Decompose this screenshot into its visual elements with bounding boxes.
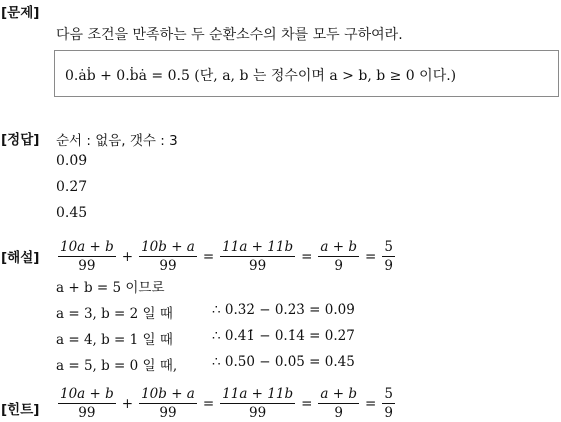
- case-condition-3: a = 5, b = 0 일 때,: [56, 358, 178, 374]
- fraction: $\frac{10b + a}{99}$: [141, 239, 195, 274]
- hint-label: [힌트]: [1, 402, 40, 418]
- condition-text: 0.ȧḃ + 0.ḃȧ = 0.5̇ (단, a, b 는 정수이며 a > b, b ≥ 0 이다.): [65, 68, 457, 84]
- problem-text: 다음 조건을 만족하는 두 순환소수의 차를 모두 구하여라.: [56, 27, 403, 43]
- answer-item-3: 0.4̇5̇: [56, 205, 88, 221]
- fraction: $\frac{10b + a}{99}$: [141, 386, 195, 421]
- case-result-3: ∴ 0.5̇0̇ − 0.0̇5̇ = 0.4̇5̇: [212, 354, 355, 370]
- case-condition-2: a = 4, b = 1 일 때: [56, 332, 173, 348]
- solution-label: [해설]: [1, 250, 40, 266]
- fraction: $\frac{11a + 11b}{99}$: [222, 386, 294, 421]
- case-result-1: ∴ 0.3̇2̇ − 0.2̇3̇ = 0.0̇9̇: [212, 302, 355, 318]
- solution-equation: $\frac{10a + b}{99}$ + $\frac{10b + a}{99}$ = $\frac{11a + 11b}{99}$ = $\frac{a + b}{9}$ = $\frac{5}{9}$: [60, 239, 393, 274]
- fraction: $\frac{a + b}{9}$: [320, 239, 358, 274]
- case-condition-1: a = 3, b = 2 일 때: [56, 306, 173, 322]
- solution-line: a + b = 5 이므로: [56, 280, 165, 296]
- fraction: $\frac{a + b}{9}$: [320, 386, 358, 421]
- hint-equation: $\frac{10a + b}{99}$ + $\frac{10b + a}{99}$ = $\frac{11a + 11b}{99}$ = $\frac{a + b}{9}$ = $\frac{5}{9}$: [60, 386, 393, 421]
- answer-item-1: 0.0̇9̇: [56, 153, 88, 169]
- fraction: $\frac{10a + b}{99}$: [60, 386, 114, 421]
- fraction: $\frac{5}{9}$: [384, 386, 393, 421]
- fraction: $\frac{5}{9}$: [384, 239, 393, 274]
- case-result-2: ∴ 0.4̇1̇ − 0.1̇4̇ = 0.2̇7̇: [212, 328, 355, 344]
- fraction: $\frac{10a + b}{99}$: [60, 239, 114, 274]
- condition-box: [54, 50, 559, 97]
- answer-summary: 순서 : 없음, 갯수 : 3: [56, 133, 178, 149]
- answer-item-2: 0.2̇7̇: [56, 179, 88, 195]
- fraction: $\frac{11a + 11b}{99}$: [222, 239, 294, 274]
- answer-label: [정답]: [1, 132, 40, 148]
- problem-label: [문제]: [1, 5, 40, 21]
